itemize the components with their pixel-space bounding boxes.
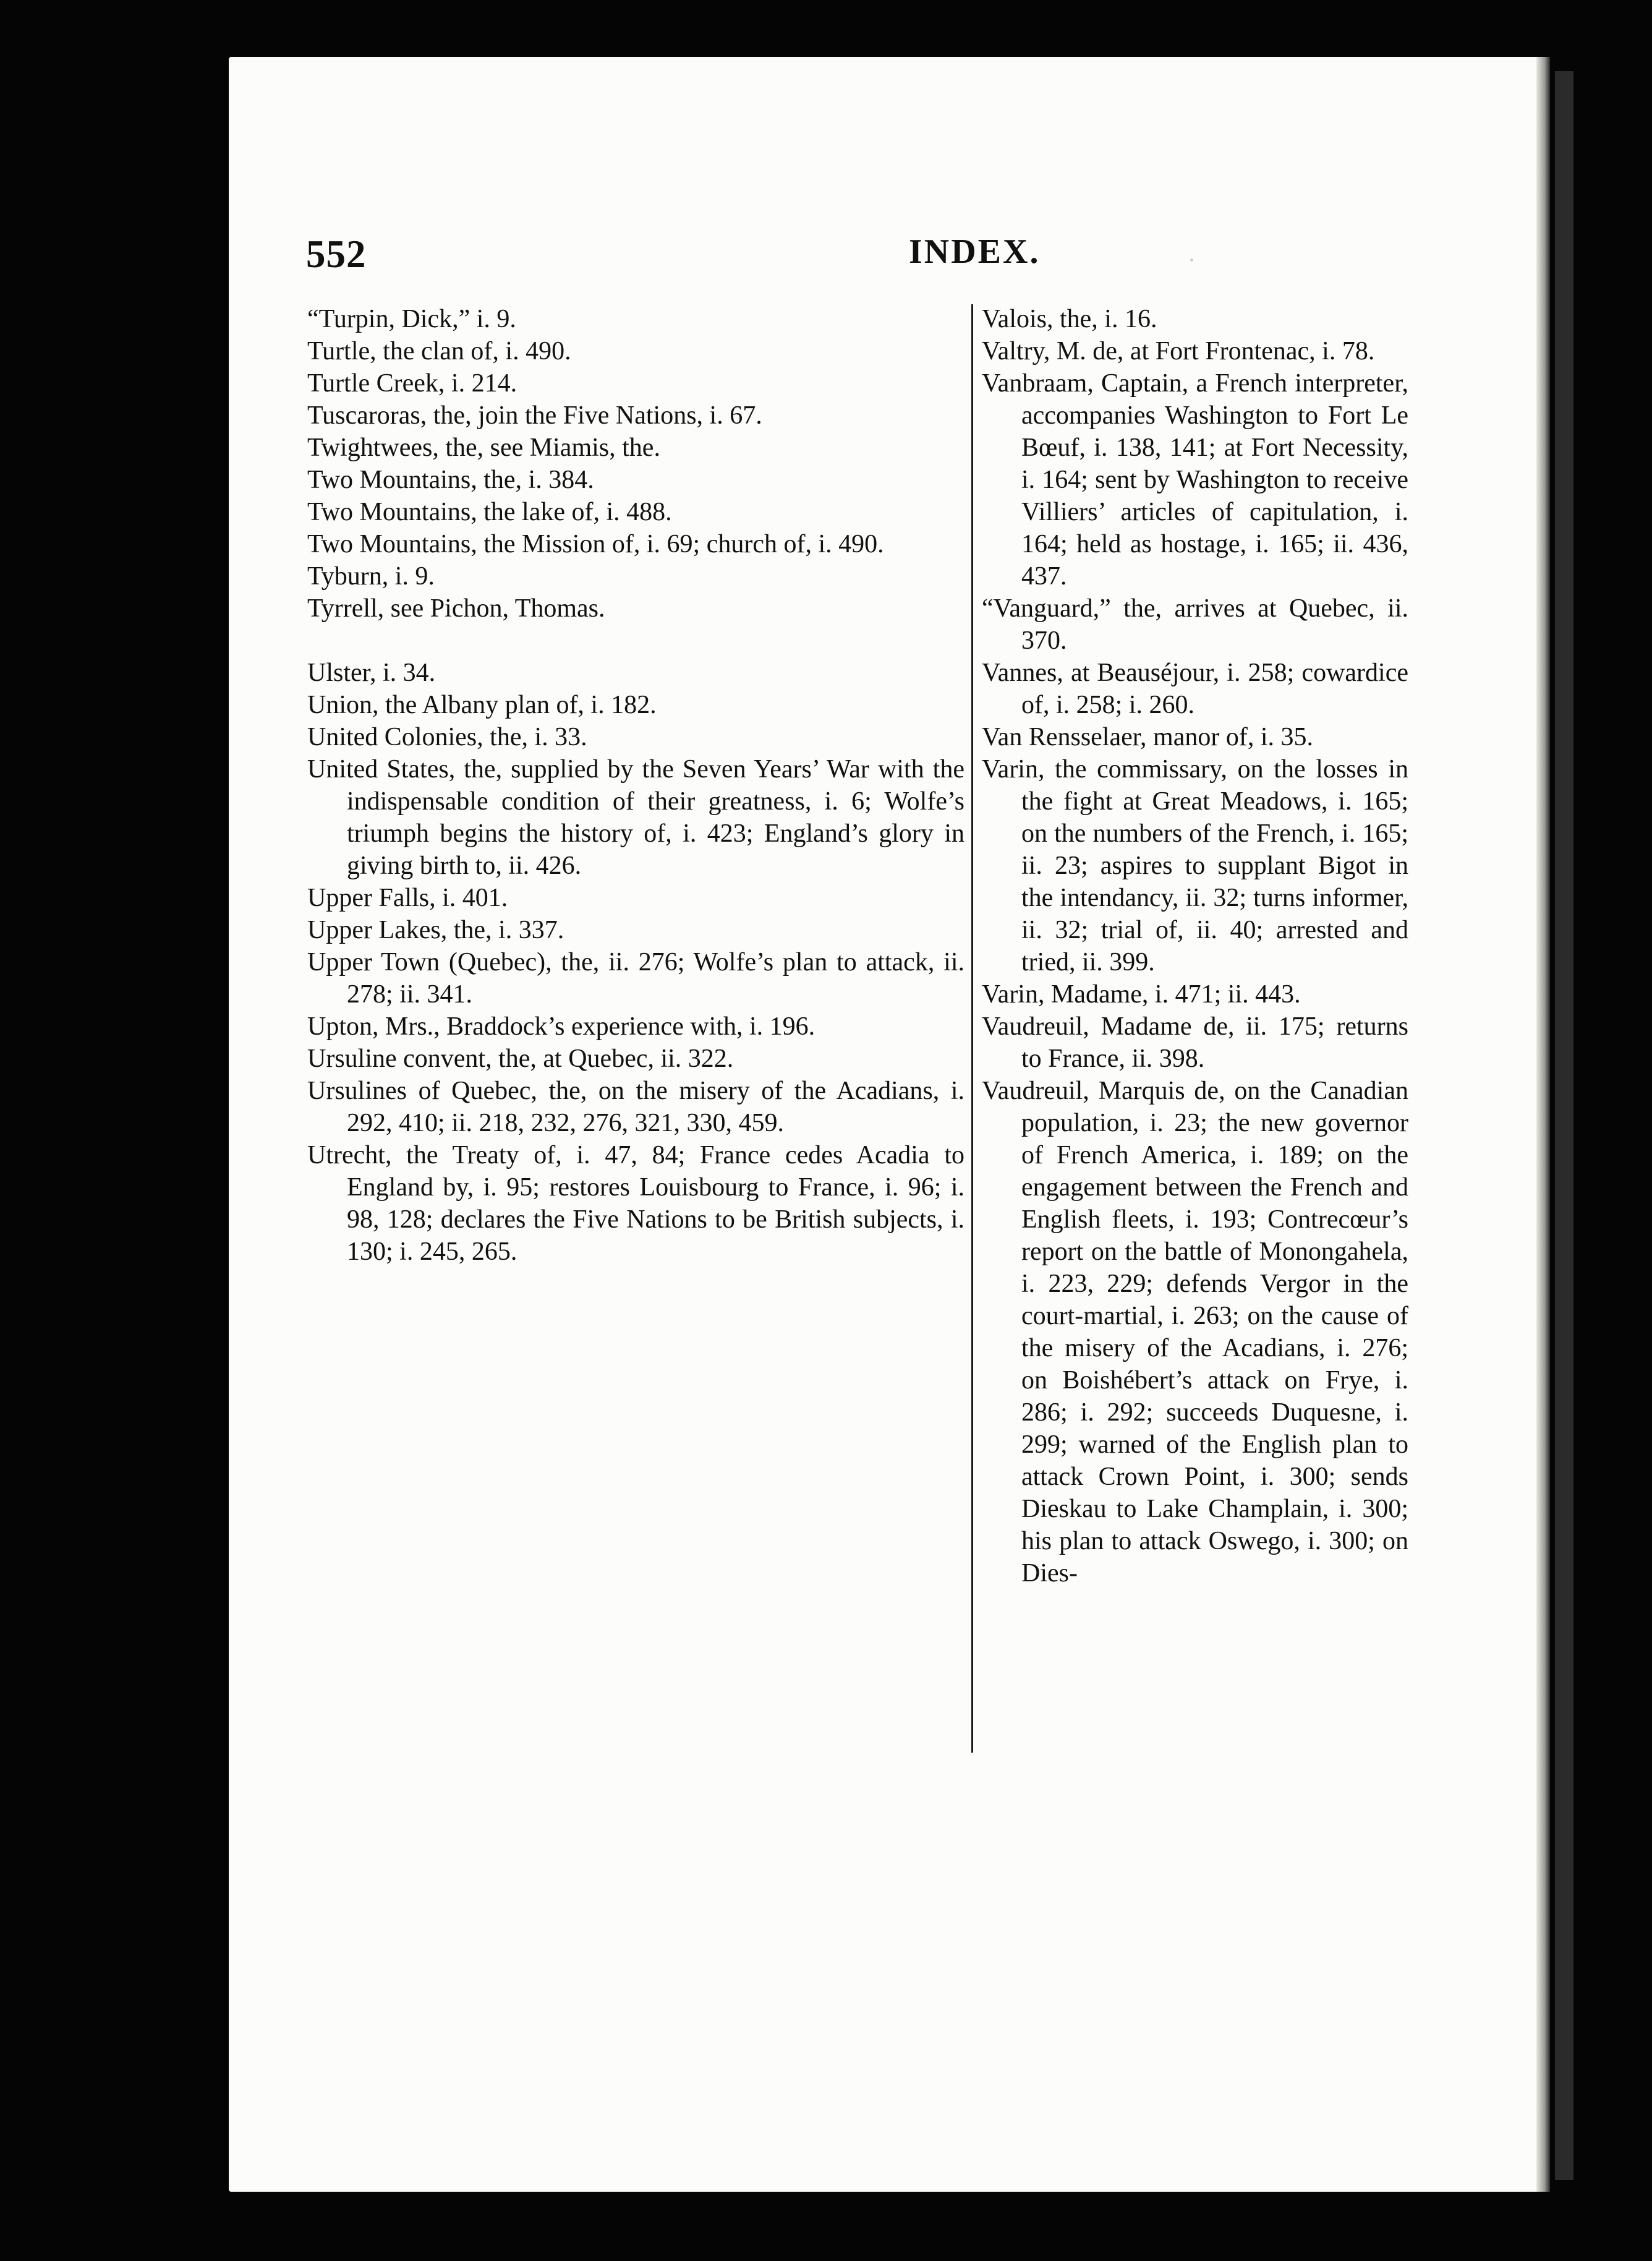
index-entry: Ursulines of Quebec, the, on the misery of the Acadians, i. 292, 410; ii. 218, 232, 276, 321, 330, 459.: [307, 1077, 964, 1137]
book-spine: [1555, 71, 1573, 2180]
page-edge-shadow: [1536, 57, 1550, 2192]
index-entry: Tuscaroras, the, join the Five Nations, i. 67.: [307, 401, 762, 430]
index-entry: Vanbraam, Captain, a French interpreter, accompanies Washington to Fort Le Bœuf, i. 138, 141; at Fort Necessity, i. 164; sent by Washington to receive Villiers’ articles of capitulation, i. 164; held as hostage, i. 165; ii. 436, 437.: [982, 369, 1408, 591]
index-entry: Ulster, i. 34.: [307, 659, 436, 687]
index-entry: “Vanguard,” the, arrives at Quebec, ii. 370.: [982, 594, 1408, 655]
index-entry: Upton, Mrs., Braddock’s experience with, i. 196.: [307, 1012, 815, 1041]
index-entry: Vannes, at Beauséjour, i. 258; cowardice of, i. 258; i. 260.: [982, 659, 1408, 719]
index-entry: Valtry, M. de, at Fort Frontenac, i. 78.: [982, 337, 1375, 365]
index-entry: Two Mountains, the, i. 384.: [307, 466, 594, 494]
index-column-right: [982, 303, 1408, 1589]
index-entry: Van Rensselaer, manor of, i. 35.: [982, 723, 1314, 751]
index-entry: Twightwees, the, see Miamis, the.: [307, 434, 660, 462]
section-gap: [307, 625, 964, 657]
index-entry: Tyburn, i. 9.: [307, 562, 435, 591]
index-entry: United States, the, supplied by the Seven Years’ War with the indispensable condition of their greatness, i. 6; Wolfe’s triumph begins the history of, i. 423; England’s glory in giving birth to, ii. 426.: [307, 755, 964, 880]
index-entry: Two Mountains, the lake of, i. 488.: [307, 498, 672, 526]
index-entry: Vaudreuil, Marquis de, on the Canadian population, i. 23; the new governor of French America, i. 189; on the engagement between the French and English fleets, i. 193; Contrecœur’s report on the battle of Monongahela, i. 223, 229; defends Vergor in the court-martial, i. 263; on the cause of the misery of the Acadians, i. 276; on Boishébert’s attack on Frye, i. 286; i. 292; succeeds Duquesne, i. 299; warned of the English plan to attack Crown Point, i. 300; sends Dieskau to Lake Champlain, i. 300; his plan to attack Oswego, i. 300; on Dies-: [982, 1077, 1408, 1588]
index-entry: Upper Lakes, the, i. 337.: [307, 916, 564, 944]
page-number: 552: [306, 233, 367, 276]
index-entry: Turtle Creek, i. 214.: [307, 369, 517, 398]
index-entry: “Turpin, Dick,” i. 9.: [307, 305, 516, 333]
page-header: [0, 232, 1652, 288]
page-title: INDEX.: [909, 233, 1041, 271]
index-entry: Varin, the commissary, on the losses in the fight at Great Meadows, i. 165; on the numbers of the French, i. 165; ii. 23; aspires to supplant Bigot in the intendancy, ii. 32; turns informer, ii. 32; trial of, ii. 40; arrested and tried, ii. 399.: [982, 755, 1408, 977]
index-entry: Tyrrell, see Pichon, Thomas.: [307, 594, 605, 623]
index-entry: Two Mountains, the Mission of, i. 69; church of, i. 490.: [307, 530, 884, 558]
index-column-left: [307, 303, 964, 1268]
index-entry: Valois, the, i. 16.: [982, 305, 1157, 333]
index-entry: Turtle, the clan of, i. 490.: [307, 337, 571, 365]
index-entry: Utrecht, the Treaty of, i. 47, 84; France cedes Acadia to England by, i. 95; restores Louisbourg to France, i. 96; i. 98, 128; declares the Five Nations to be British subjects, i. 130; i. 245, 265.: [307, 1141, 964, 1266]
index-entry: Vaudreuil, Madame de, ii. 175; returns to France, ii. 398.: [982, 1012, 1408, 1073]
index-entry: Union, the Albany plan of, i. 182.: [307, 691, 657, 719]
index-entry: Ursuline convent, the, at Quebec, ii. 322.: [307, 1045, 734, 1073]
index-entry: Varin, Madame, i. 471; ii. 443.: [982, 980, 1301, 1009]
column-divider: [971, 304, 973, 1753]
index-entry: Upper Falls, i. 401.: [307, 884, 508, 912]
index-entry: Upper Town (Quebec), the, ii. 276; Wolfe’s plan to attack, ii. 278; ii. 341.: [307, 948, 964, 1009]
index-entry: United Colonies, the, i. 33.: [307, 723, 587, 751]
